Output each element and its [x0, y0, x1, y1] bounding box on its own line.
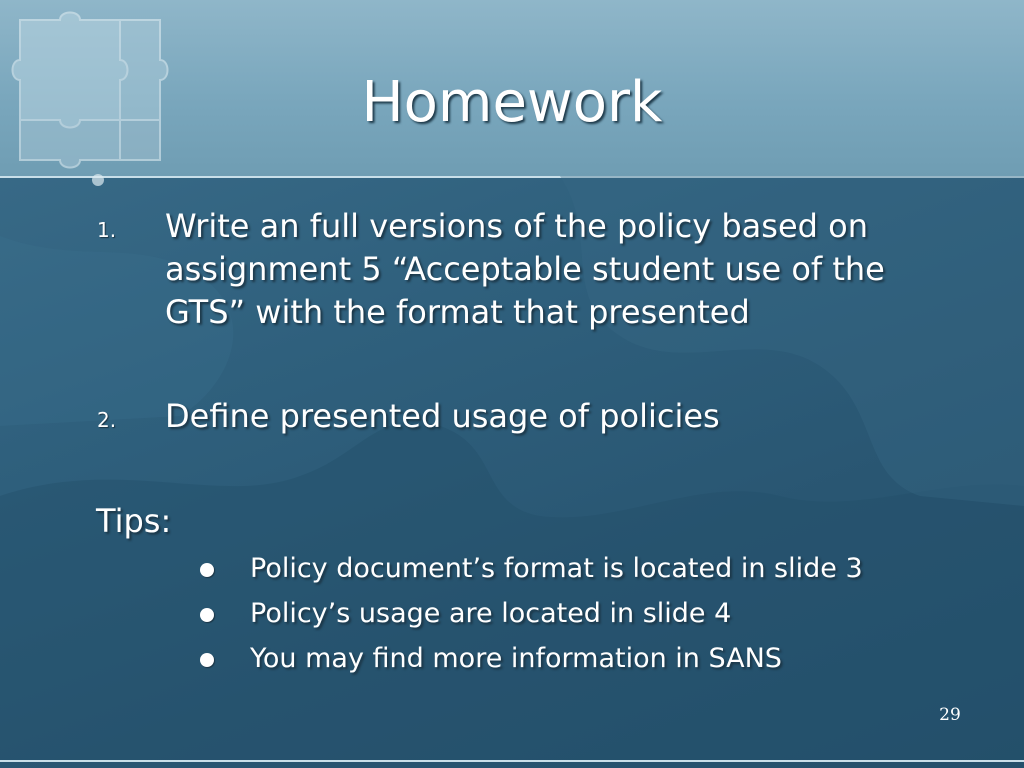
item-number-2: 2. [97, 408, 117, 432]
bullet-icon [200, 653, 214, 667]
tip-text: You may find more information in SANS [250, 643, 782, 674]
tip-text: Policy document’s format is located in slide 3 [250, 553, 863, 584]
bullet-icon [200, 608, 214, 622]
slide-title: Homework [361, 70, 663, 135]
item-text-2: Define presented usage of policies [165, 397, 720, 435]
page-number: 29 [939, 705, 961, 725]
bullet-icon [200, 563, 214, 577]
tips-heading: Tips: [96, 502, 172, 540]
item-text-1: Write an full versions of the policy based on assignment 5 “Acceptable student use of the GTS” with the format that presented [165, 207, 885, 331]
item-number-1: 1. [97, 218, 117, 242]
bottom-divider [0, 760, 1024, 762]
tip-text: Policy’s usage are located in slide 4 [250, 598, 732, 629]
